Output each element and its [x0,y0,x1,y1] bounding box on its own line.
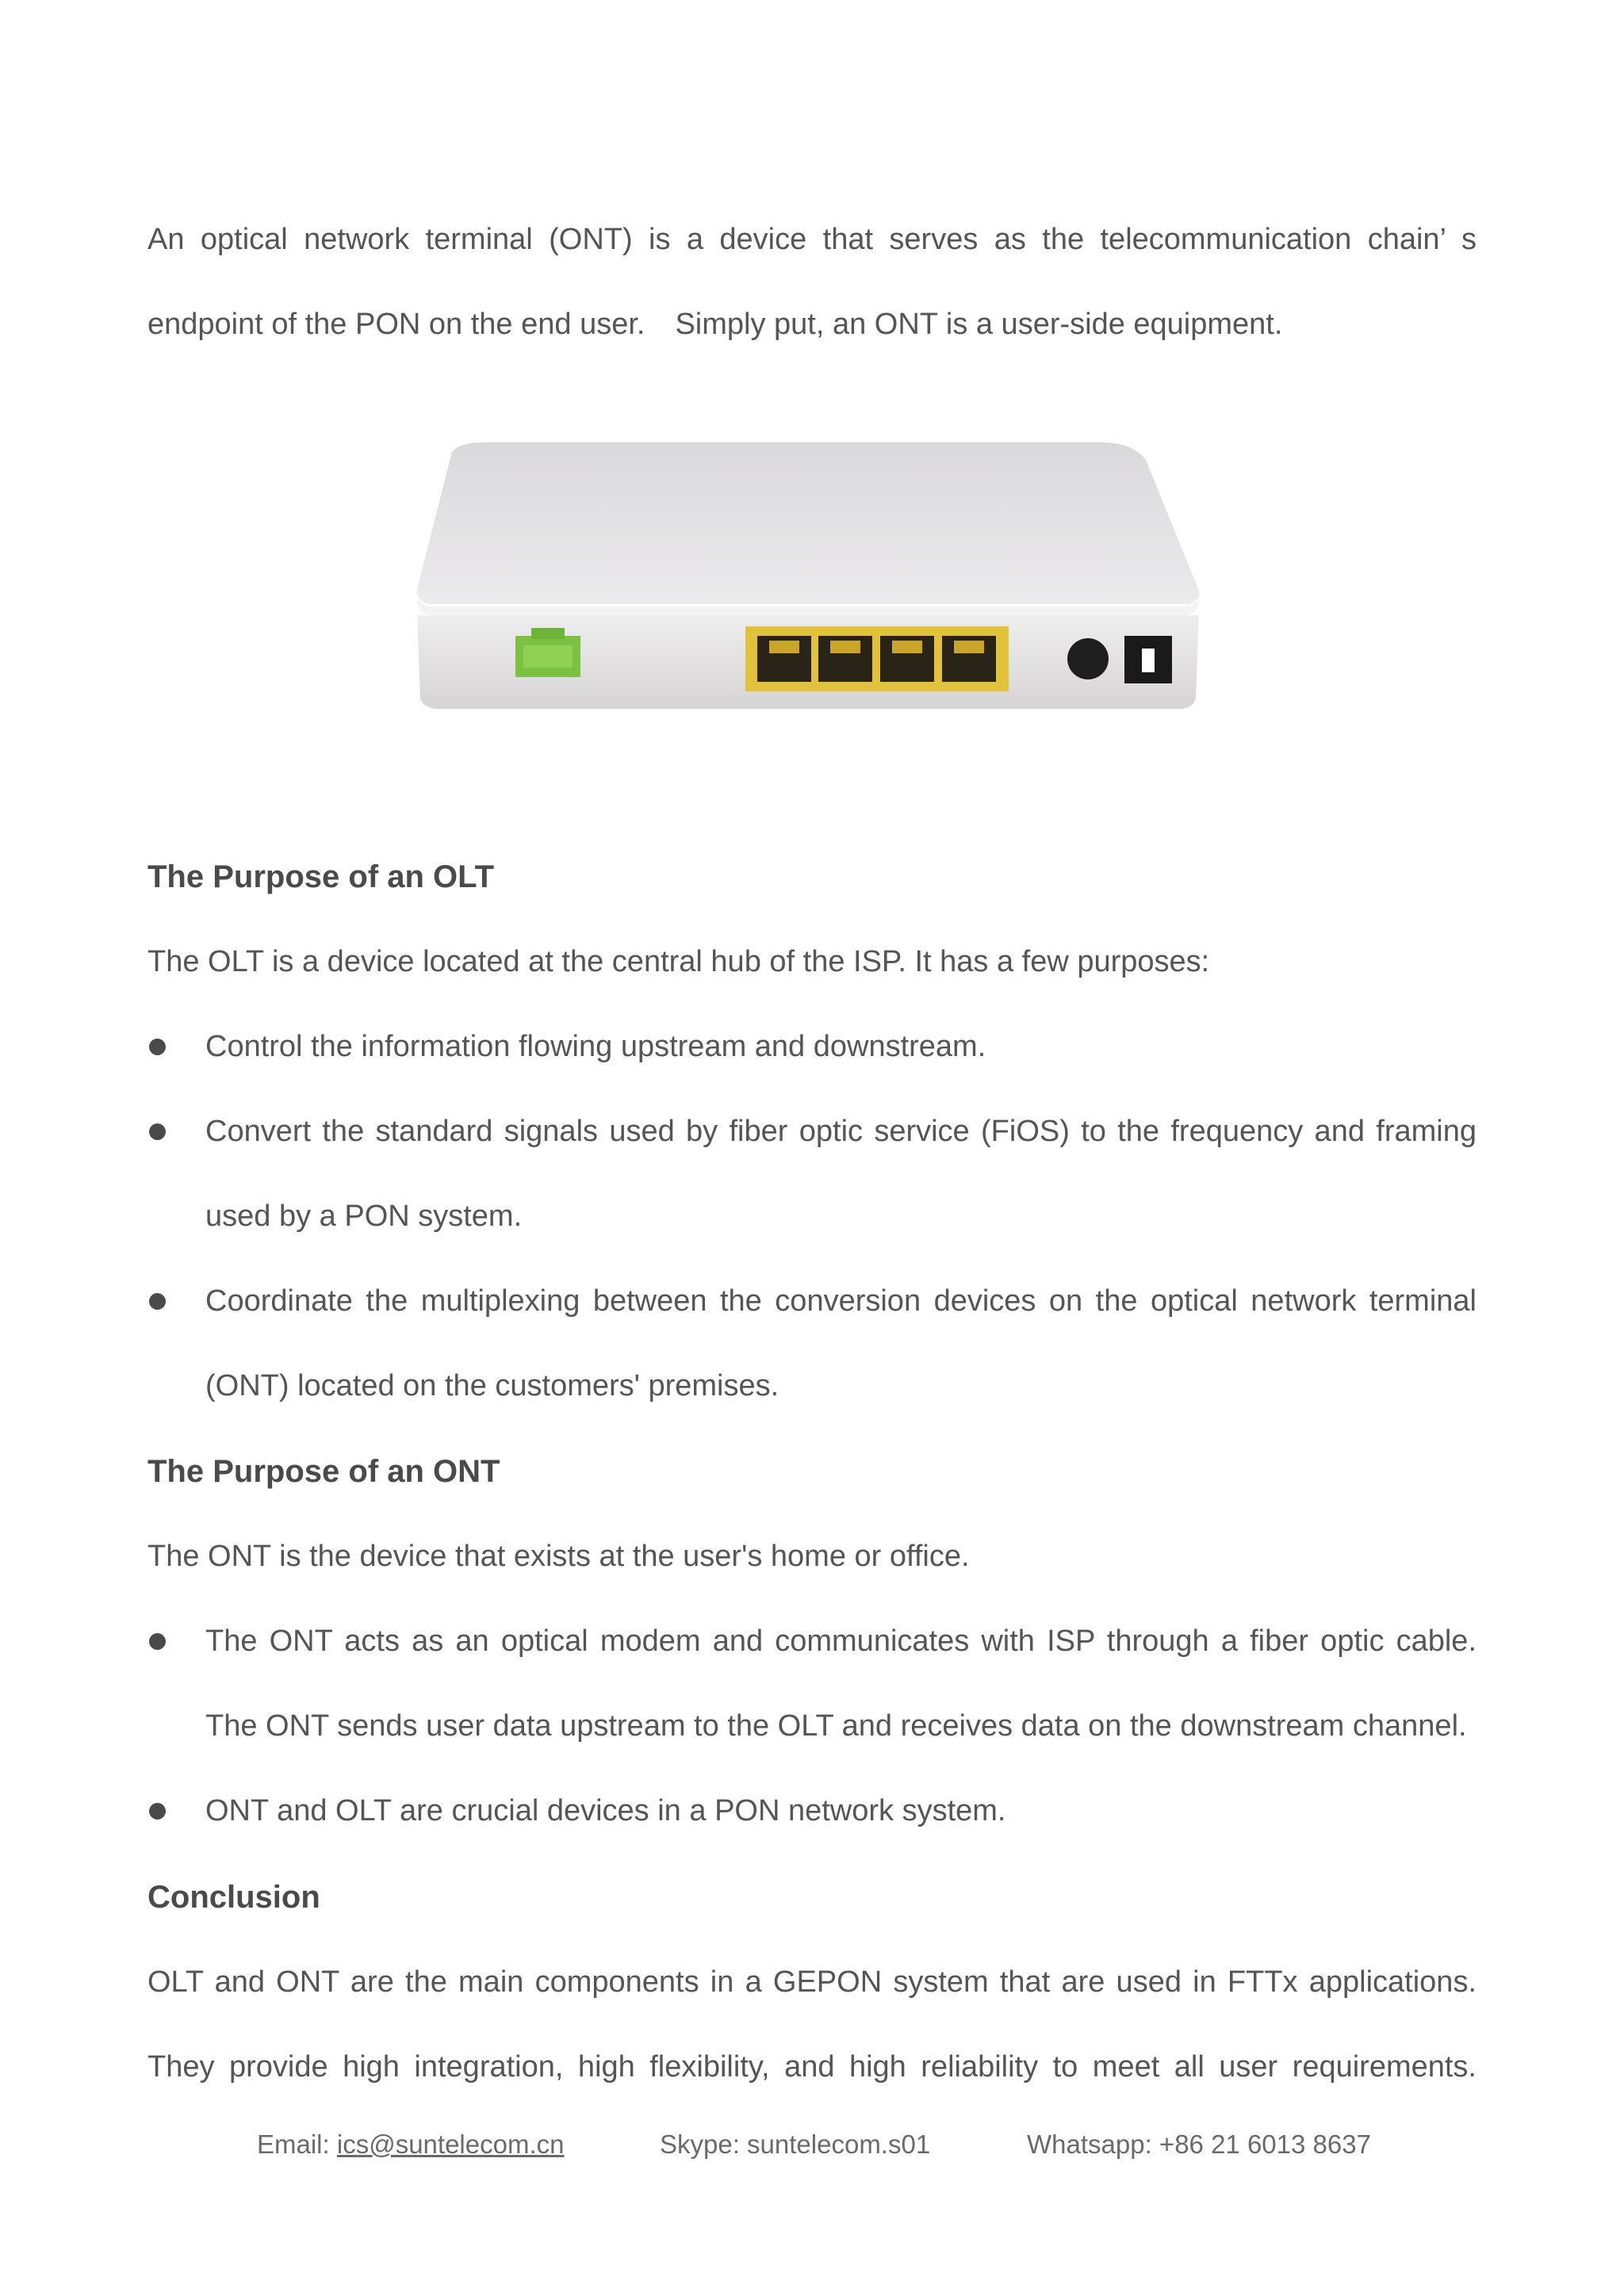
list-item: ONT and OLT are crucial devices in a PON network system. [147,1769,1477,1854]
ont-device-image [404,428,1221,729]
list-item: Coordinate the multiplexing between the conversion devices on the optical network terminal (ONT) located on the customers' premises. [147,1259,1477,1429]
bullet-icon [149,1293,166,1310]
intro-paragraph [147,197,1477,367]
intro-line-1: An optical network terminal (ONT) is a device that serves as the telecommunication chain’ s [147,223,1477,256]
list-item: Convert the standard signals used by fiber optic service (FiOS) to the frequency and framing used by a PON system. [147,1089,1477,1259]
intro-line-2: endpoint of the PON on the end user. Simply put, an ONT is a user-side equipment. [147,308,1283,341]
ont-bullet-list [147,1599,1477,1854]
olt-intro: The OLT is a device located at the central hub of the ISP. It has a few purposes: [147,945,1210,978]
footer-whatsapp: Whatsapp: +86 21 6013 8637 [1027,2130,1371,2159]
olt-section [147,835,1477,1429]
list-item: The ONT acts as an optical modem and communicates with ISP through a fiber optic cable. The ONT sends user data upstream to the OLT and receives data on the downstream channel. [147,1599,1477,1769]
conclusion-heading: Conclusion [147,1880,320,1915]
footer-skype: Skype: suntelecom.s01 [660,2130,931,2159]
bullet-icon [149,1039,166,1055]
email-link[interactable]: ics@suntelecom.cn [336,2130,565,2159]
ont-section [147,1429,1477,1854]
bullet-icon [149,1633,166,1650]
bullet-icon [149,1123,166,1140]
footer-email: Email: ics@suntelecom.cn [257,2130,565,2159]
conclusion-section [147,1855,1477,2110]
ont-heading: The Purpose of an ONT [147,1454,500,1489]
conclusion-text: OLT and ONT are the main components in a GEPON system that are used in FTTx applications. They provide high integration, high flexibility, and high reliability to meet all user requirements. [147,1965,1477,2084]
bullet-icon [149,1803,166,1820]
lan-ports-icon [745,626,1009,691]
list-item: Control the information flowing upstream and downstream. [147,1004,1477,1089]
olt-bullet-list [147,1004,1477,1429]
power-jack-icon [1124,636,1172,683]
olt-heading: The Purpose of an OLT [147,859,495,894]
power-button-icon [1067,638,1109,679]
ont-intro: The ONT is the device that exists at the user's home or office. [147,1540,970,1573]
